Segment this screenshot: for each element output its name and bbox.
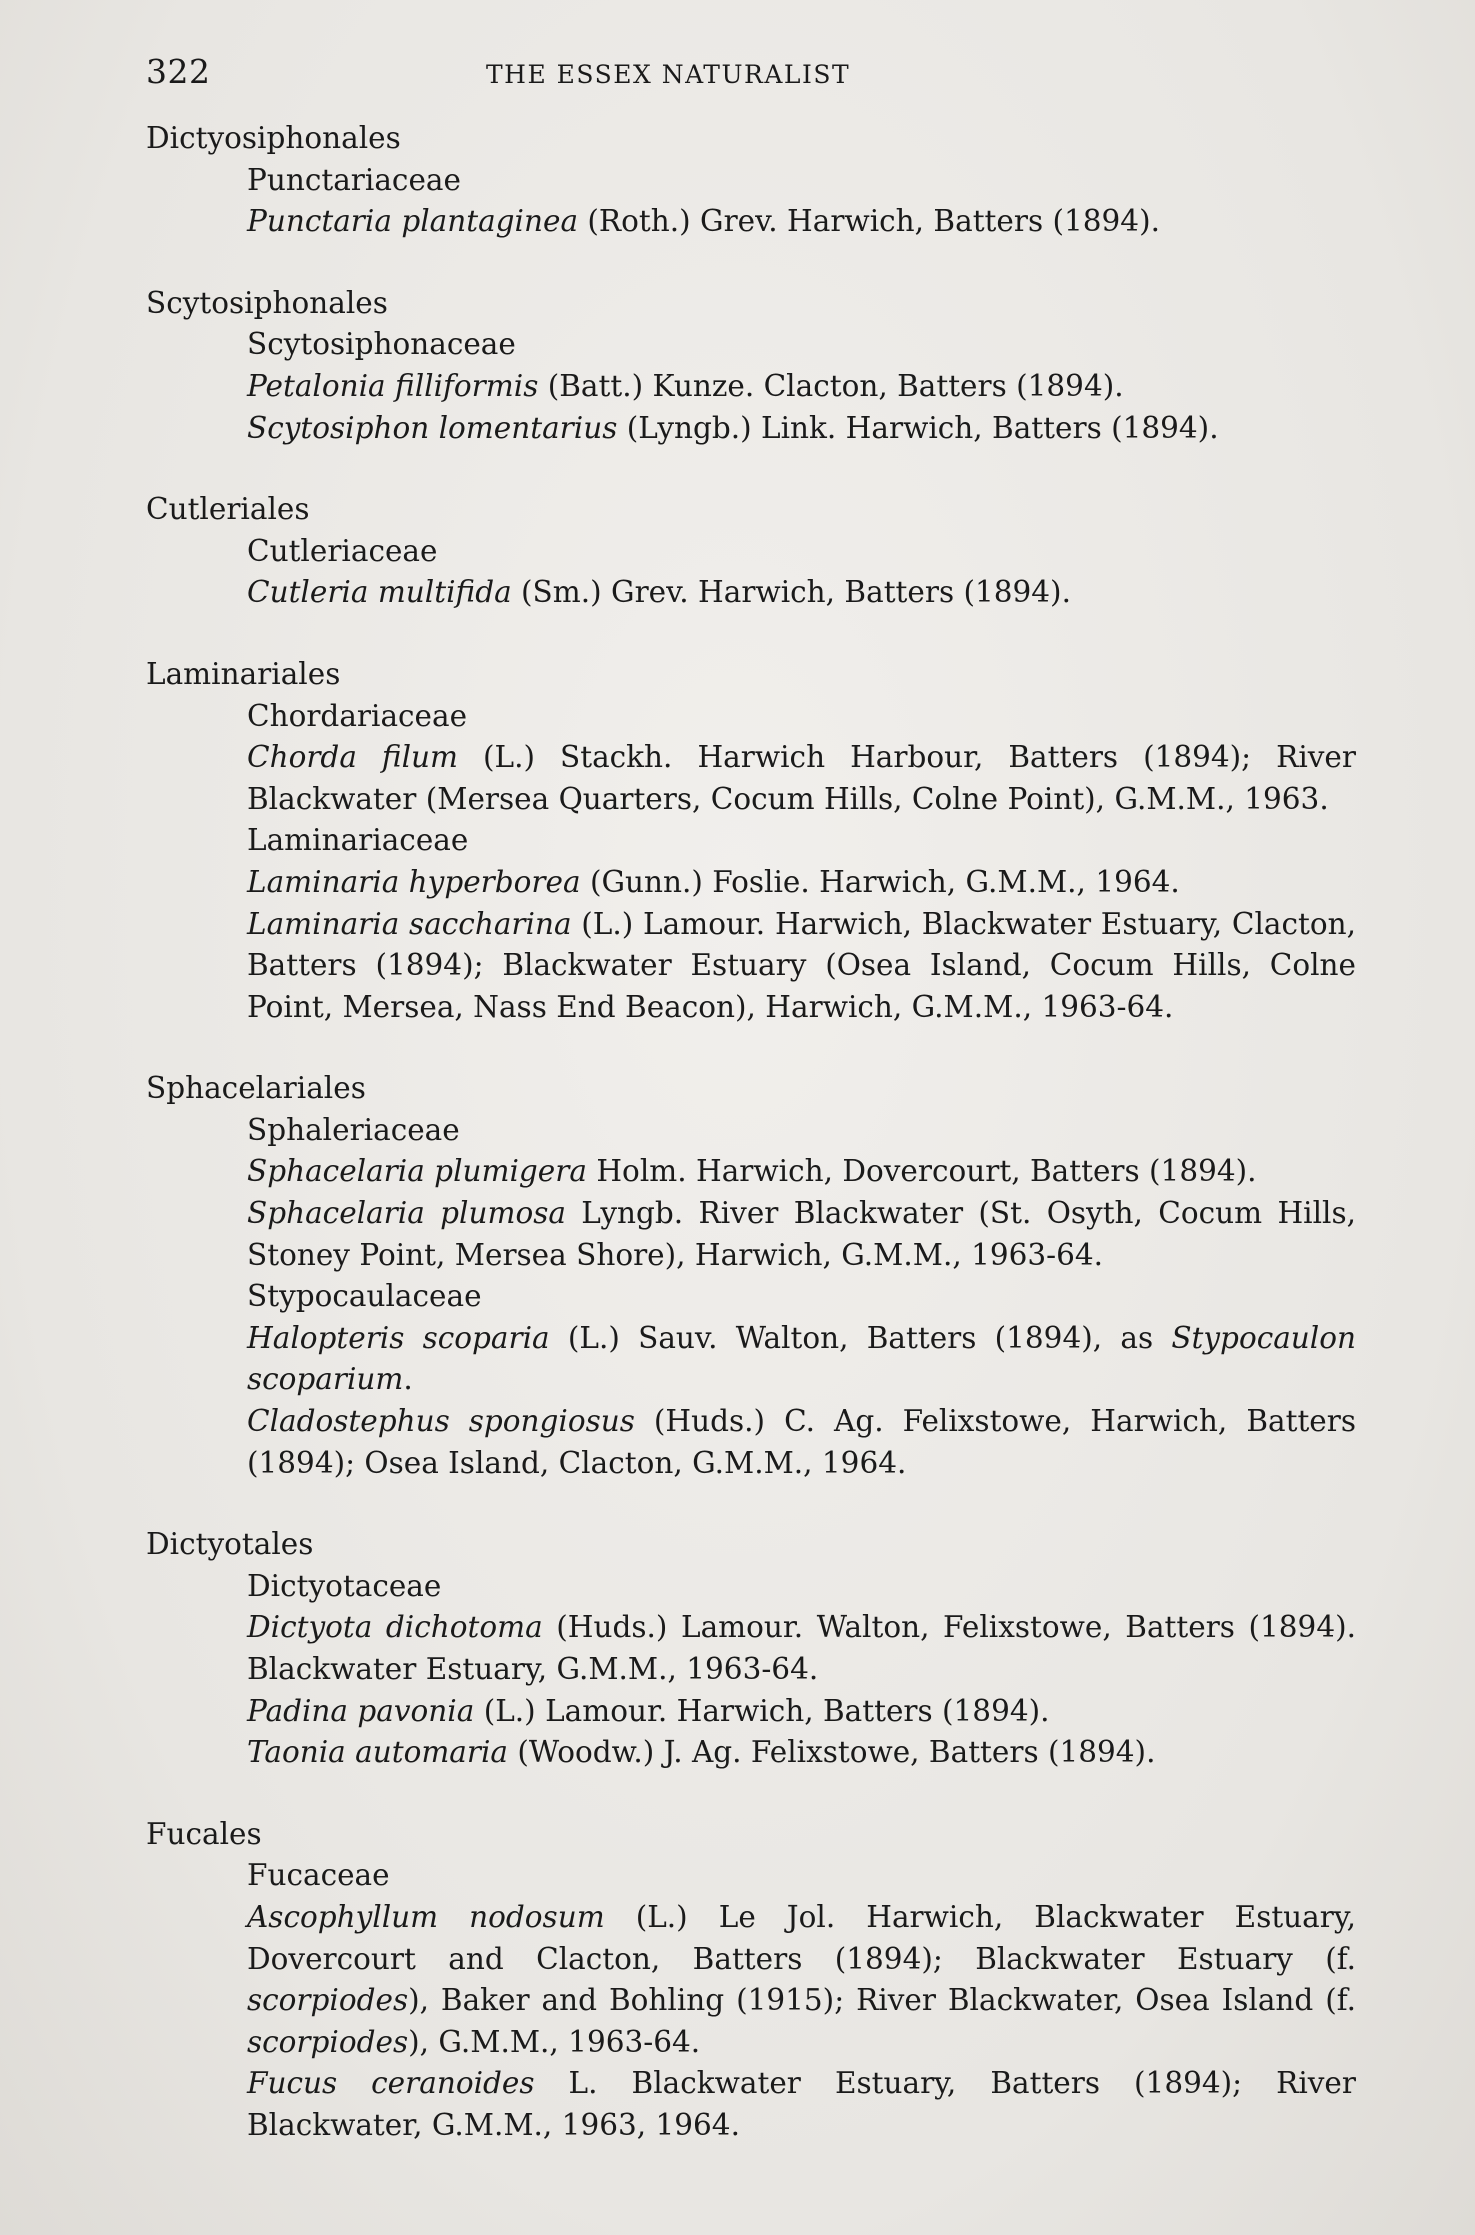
- species-record: [247, 1401, 1356, 1484]
- species-record: [247, 1607, 1356, 1690]
- species-record: [247, 408, 1356, 450]
- family-section: [247, 1110, 1356, 1276]
- family-name: Laminariaceae: [247, 823, 469, 858]
- species-name: Petalonia filliformis: [247, 368, 539, 403]
- order-section: [146, 1068, 1356, 1484]
- species-name: Sphacelaria plumosa: [247, 1196, 566, 1231]
- species-name: Halopteris scoparia: [247, 1320, 550, 1355]
- order-name: Sphacelariales: [146, 1071, 366, 1106]
- species-name: Ascophyllum nodosum: [247, 1899, 605, 1934]
- record-text: (Sm.) Grev. Harwich, Batters (1894).: [511, 575, 1071, 610]
- species-record: [247, 2063, 1356, 2146]
- species-name: Stypocaulon scoparium: [247, 1320, 1357, 1397]
- order-name: Dictyotales: [146, 1527, 314, 1562]
- species-name: Cladostephus spongiosus: [247, 1404, 635, 1439]
- record-text: (Huds.) Lamour. Walton, Felixstowe, Batters (1894). Blackwater Estuary, G.M.M., 1963-64.: [247, 1610, 1356, 1686]
- page-header: [146, 52, 1355, 96]
- record-text: (Batt.) Kunze. Clacton, Batters (1894).: [538, 368, 1124, 403]
- family-section: [247, 1566, 1356, 1774]
- species-name: Dictyota dichotoma: [247, 1610, 543, 1645]
- record-text: (Gunn.) Foslie. Harwich, G.M.M., 1964.: [580, 864, 1180, 899]
- family-name: Fucaceae: [247, 1858, 390, 1893]
- species-name: Padina pavonia: [247, 1693, 475, 1728]
- species-record: [247, 1193, 1356, 1276]
- species-record: [247, 737, 1356, 820]
- record-text: Lyngb. River Blackwater (St. Osyth, Cocum Hills, Stoney Point, Mersea Shore), Harwich, G.M.M., 1963-64.: [247, 1196, 1356, 1272]
- record-text: (L.) Lamour. Harwich, Batters (1894).: [474, 1693, 1050, 1728]
- species-name: Punctaria plantaginea: [247, 204, 579, 239]
- record-text: (L.) Sauv. Walton, Batters (1894), as: [549, 1320, 1172, 1355]
- record-text: Holm. Harwich, Dovercourt, Batters (1894).: [586, 1154, 1257, 1189]
- family-name: Dictyotaceae: [247, 1568, 442, 1603]
- page-number: 322: [146, 52, 211, 91]
- record-text: (L.) Lamour. Harwich, Blackwater Estuary, Clacton, Batters (1894); Blackwater Estuary (Osea Island, Cocum Hills, Colne Point, Mersea, Nass End Beacon), Harwich, G.M.M., 1963-64.: [247, 906, 1357, 1024]
- species-name: Taonia automaria: [247, 1735, 509, 1770]
- species-record: [247, 366, 1356, 408]
- species-record: [247, 1691, 1356, 1733]
- family-name: Cutleriaceae: [247, 533, 438, 568]
- order-name: Fucales: [146, 1816, 262, 1851]
- record-text: ), G.M.M., 1963-64.: [408, 2024, 701, 2059]
- species-name: Scytosiphon lomentarius: [247, 410, 618, 445]
- record-text: .: [403, 1362, 413, 1397]
- order-section: [146, 1814, 1356, 2147]
- record-text: (L.) Le Jol. Harwich, Blackwater Estuary, Dovercourt and Clacton, Batters (1894); Blackwater Estuary (f.: [247, 1899, 1356, 1976]
- order-name: Cutleriales: [146, 492, 310, 527]
- family-name: Stypocaulaceae: [247, 1279, 482, 1314]
- record-text: (Roth.) Grev. Harwich, Batters (1894).: [578, 204, 1160, 239]
- species-record: [247, 572, 1356, 614]
- family-name: Chordariaceae: [247, 698, 468, 733]
- family-name: Scytosiphonaceae: [247, 327, 516, 362]
- order-name: Dictyosiphonales: [146, 121, 401, 155]
- record-text: ), Baker and Bohling (1915); River Blackwater, Osea Island (f.: [408, 1983, 1356, 2018]
- family-section: [247, 324, 1356, 449]
- species-name: Laminaria hyperborea: [247, 864, 581, 899]
- order-section: [146, 283, 1356, 449]
- family-section: [247, 820, 1356, 1028]
- order-section: [146, 118, 1356, 243]
- species-record: [247, 862, 1356, 904]
- family-section: [247, 696, 1356, 821]
- order-name: Scytosiphonales: [146, 285, 388, 320]
- order-section: [146, 1524, 1356, 1774]
- family-section: [247, 531, 1356, 614]
- species-record: [247, 1318, 1356, 1401]
- species-record: [247, 1897, 1356, 2063]
- species-record: [247, 201, 1356, 243]
- order-section: [146, 654, 1356, 1028]
- record-text: L. Blackwater Estuary, Batters (1894); River Blackwater, G.M.M., 1963, 1964.: [247, 2066, 1356, 2142]
- species-name: Fucus ceranoides: [247, 2066, 535, 2101]
- family-name: Sphaleriaceae: [247, 1112, 460, 1147]
- record-text: (Woodw.) J. Ag. Felixstowe, Batters (1894).: [508, 1735, 1156, 1770]
- record-text: (Huds.) C. Ag. Felixstowe, Harwich, Batters (1894); Osea Island, Clacton, G.M.M., 1964.: [247, 1404, 1357, 1480]
- species-list: [146, 118, 1356, 2147]
- species-record: [247, 1151, 1356, 1193]
- species-name: Cutleria multifida: [247, 575, 512, 610]
- family-name: Punctariaceae: [247, 162, 461, 197]
- family-section: [247, 1276, 1356, 1484]
- record-text: (Lyngb.) Link. Harwich, Batters (1894).: [617, 410, 1219, 445]
- species-name: Laminaria saccharina: [247, 906, 572, 941]
- family-section: [247, 1855, 1356, 2146]
- order-section: [146, 489, 1356, 614]
- species-name: Chorda filum: [247, 740, 458, 775]
- species-name: scorpiodes: [247, 2024, 409, 2059]
- species-record: [247, 904, 1356, 1029]
- species-name: Sphacelaria plumigera: [247, 1154, 587, 1189]
- family-section: [247, 160, 1356, 243]
- order-name: Laminariales: [146, 656, 341, 691]
- record-text: (L.) Stackh. Harwich Harbour, Batters (1894); River Blackwater (Mersea Quarters, Cocum Hills, Colne Point), G.M.M., 1963.: [247, 740, 1356, 816]
- species-name: scorpiodes: [247, 1983, 409, 2018]
- running-title: THE ESSEX NATURALIST: [486, 60, 851, 89]
- species-record: [247, 1732, 1356, 1774]
